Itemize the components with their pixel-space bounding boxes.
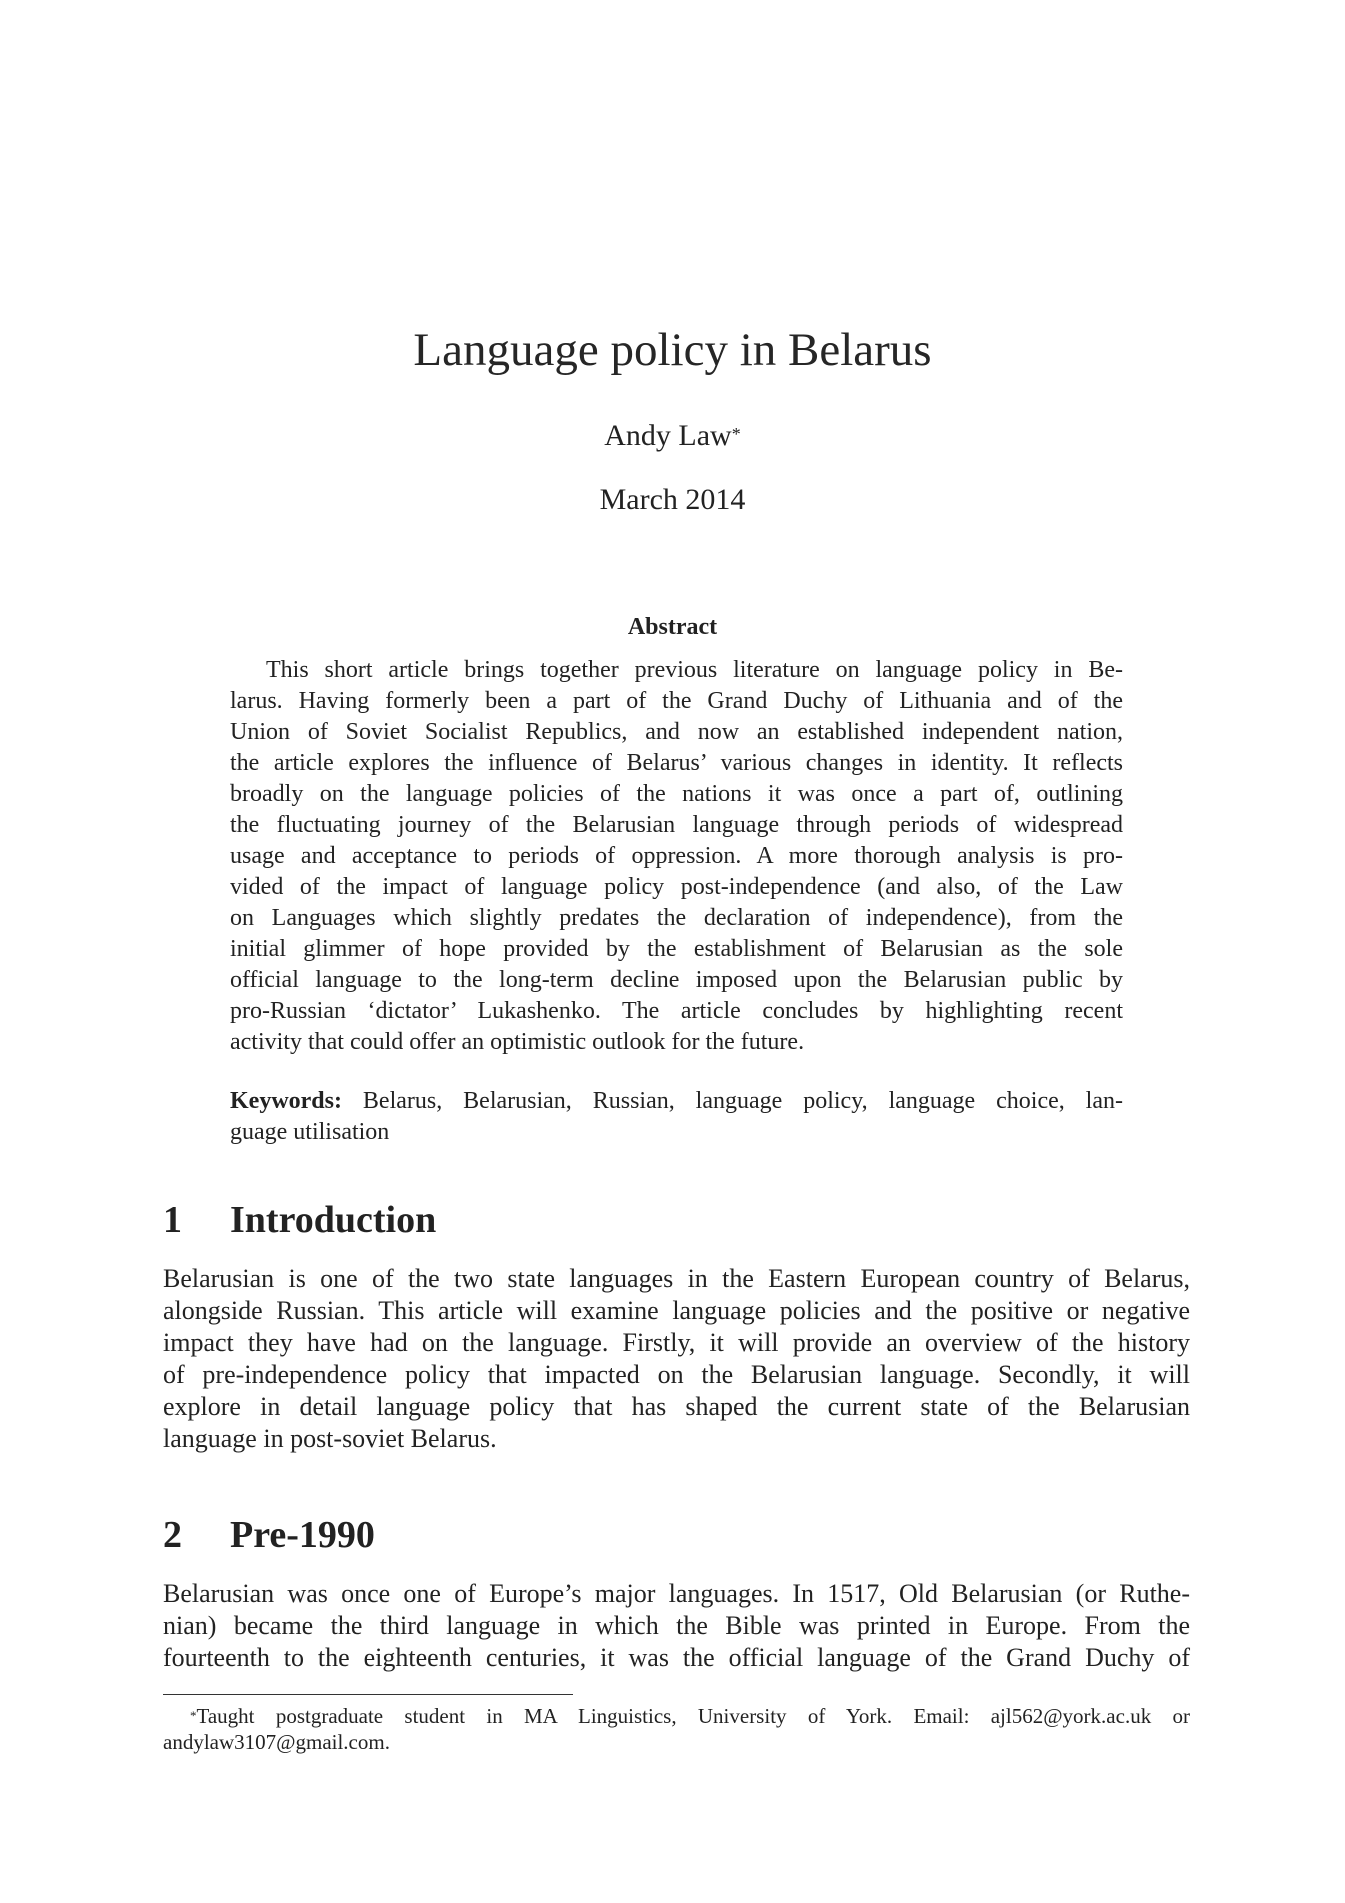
footnote-line: andylaw3107@gmail.com. (163, 1730, 390, 1754)
author-name (0, 418, 1345, 454)
paper-title: Language policy in Belarus (413, 324, 932, 376)
paper-date: March 2014 (599, 483, 746, 516)
section-title: Pre-1990 (230, 1514, 375, 1556)
paragraph-line: alongside Russian. This article will examine language policies and the positive or negative (163, 1296, 1190, 1325)
abstract-line: larus. Having formerly been a part of the Grand Duchy of Lithuania and of the (230, 688, 1123, 714)
pre-1990-paragraph (163, 1578, 1190, 1674)
keywords-label: Keywords: (230, 1088, 342, 1114)
paragraph-line: Belarusian was once one of Europe’s major languages. In 1517, Old Belarusian (or Ruthe- (163, 1579, 1190, 1608)
footnote-mark: * (190, 1708, 197, 1723)
footnote-line (163, 1703, 1190, 1729)
paragraph-line: fourteenth to the eighteenth centuries, it was the official language of the Grand Duchy of (163, 1643, 1190, 1672)
keywords-line: guage utilisation (230, 1119, 390, 1145)
section-number: 1 (163, 1199, 182, 1241)
abstract-body (230, 655, 1123, 1058)
abstract-line: the article explores the influence of Belarus’ various changes in identity. It reflects (230, 750, 1123, 776)
abstract-line: the fluctuating journey of the Belarusian language through periods of widespread (230, 812, 1123, 838)
section-title: Introduction (230, 1199, 437, 1241)
abstract-line: official language to the long-term decline imposed upon the Belarusian public by (230, 967, 1123, 993)
footnote-text: Taught postgraduate student in MA Linguistics, University of York. Email: ajl562@york.ac.uk or (196, 1704, 1190, 1728)
paragraph-line: explore in detail language policy that has shaped the current state of the Belarusian (163, 1392, 1190, 1421)
paragraph-line: Belarusian is one of the two state languages in the Eastern European country of Belarus, (163, 1264, 1190, 1293)
abstract-line: vided of the impact of language policy post-independence (and also, of the Law (230, 874, 1123, 900)
abstract-line: activity that could offer an optimistic outlook for the future. (230, 1029, 805, 1055)
section-heading-pre-1990 (163, 1512, 375, 1558)
paragraph-line: language in post-soviet Belarus. (163, 1424, 497, 1453)
abstract-line: Union of Soviet Socialist Republics, and now an established independent nation, (230, 719, 1123, 745)
abstract-line: This short article brings together previous literature on language policy in Be- (266, 657, 1123, 683)
abstract-heading: Abstract (627, 614, 718, 640)
paragraph-line: of pre-independence policy that impacted on the Belarusian language. Secondly, it will (163, 1360, 1190, 1389)
keywords (230, 1086, 1123, 1148)
abstract-line: initial glimmer of hope provided by the establishment of Belarusian as the sole (230, 936, 1123, 962)
abstract-line: on Languages which slightly predates the declaration of independence), from the (230, 905, 1123, 931)
footnote-rule (163, 1694, 573, 1695)
keywords-text: Belarus, Belarusian, Russian, language policy, language choice, lan- (341, 1088, 1123, 1114)
section-number: 2 (163, 1514, 182, 1556)
paragraph-line: impact they have had on the language. Firstly, it will provide an overview of the history (163, 1328, 1190, 1357)
author-footnote-mark: * (731, 424, 741, 444)
section-heading-introduction (163, 1197, 436, 1243)
abstract-line: broadly on the language policies of the nations it was once a part of, outlining (230, 781, 1123, 807)
author-name-text: Andy Law (604, 419, 732, 452)
abstract-line: pro-Russian ‘dictator’ Lukashenko. The article concludes by highlighting recent (230, 998, 1123, 1024)
introduction-paragraph (163, 1263, 1190, 1455)
footnote (163, 1703, 1190, 1755)
paragraph-line: nian) became the third language in which the Bible was printed in Europe. From the (163, 1611, 1190, 1640)
abstract-line: usage and acceptance to periods of oppression. A more thorough analysis is pro- (230, 843, 1123, 869)
keywords-line (230, 1086, 1123, 1117)
